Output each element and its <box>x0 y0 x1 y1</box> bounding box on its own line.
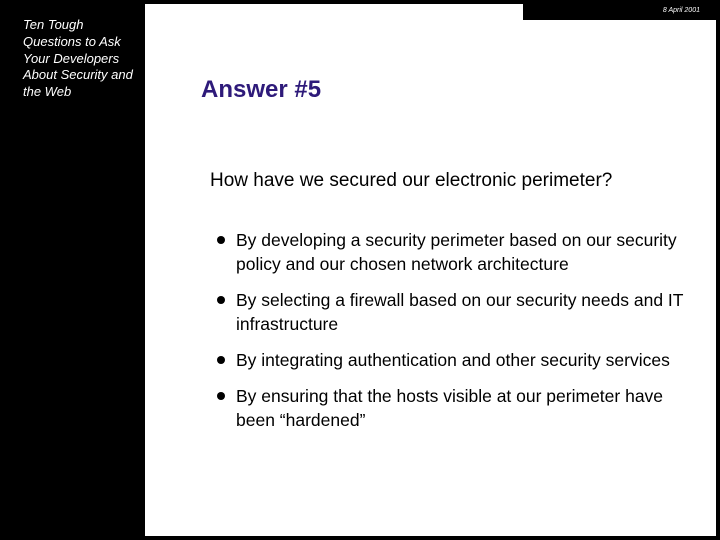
bullet-text: By selecting a firewall based on our security needs and IT infrastructure <box>236 290 684 334</box>
date-label: 8 April 2001 <box>662 7 700 14</box>
question-text: How have we secured our electronic perimeter? <box>210 170 613 191</box>
bullet-text: By integrating authentication and other security services <box>236 350 670 370</box>
bullet-item <box>216 288 686 336</box>
bullet-dot-icon <box>217 296 225 304</box>
bullet-text: By developing a security perimeter based on our security policy and our chosen network architecture <box>236 230 677 274</box>
bullet-dot-icon <box>217 392 225 400</box>
bullet-item <box>216 228 686 276</box>
bullet-dot-icon <box>217 356 225 364</box>
bullet-dot-icon <box>217 236 225 244</box>
sidebar-title: Ten Tough Questions to Ask Your Developers About Security and the Web <box>23 17 133 100</box>
bullet-list <box>216 228 686 444</box>
page-number: 77 <box>655 16 662 22</box>
header-bar <box>523 4 716 20</box>
bullet-item <box>216 384 686 432</box>
bullet-item <box>216 348 686 372</box>
bullet-text: By ensuring that the hosts visible at our perimeter have been “hardened” <box>236 386 664 430</box>
slide-heading: Answer #5 <box>201 76 322 103</box>
